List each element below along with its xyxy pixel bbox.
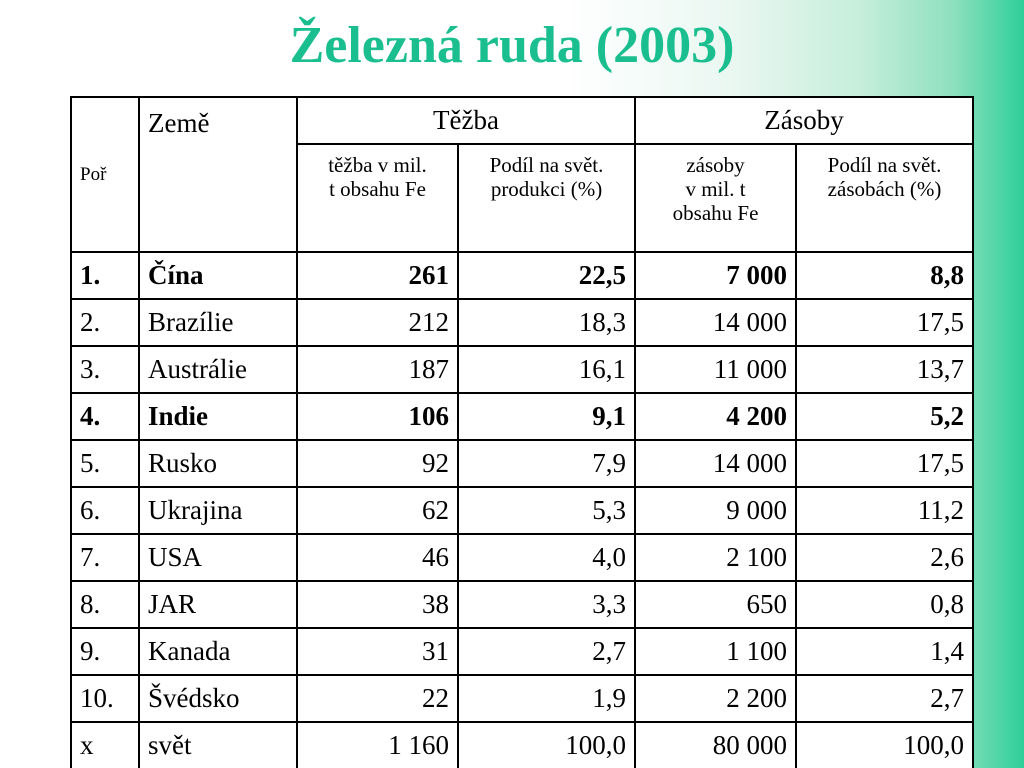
cell-reserves-share: 1,4: [796, 628, 973, 675]
table-row: [71, 299, 973, 346]
slide-title: Železná ruda (2003): [289, 17, 735, 74]
cell-production: 62: [297, 487, 458, 534]
cell-reserves: 2 100: [635, 534, 796, 581]
cell-rank: 5.: [71, 440, 139, 487]
cell-rank: 3.: [71, 346, 139, 393]
table-row: [71, 722, 973, 768]
cell-production: 31: [297, 628, 458, 675]
cell-reserves-share: 2,7: [796, 675, 973, 722]
table-row: [71, 487, 973, 534]
cell-production-share: 22,5: [458, 252, 635, 299]
cell-production-share: 100,0: [458, 722, 635, 768]
cell-production-share: 4,0: [458, 534, 635, 581]
cell-country: Čína: [139, 252, 297, 299]
table-body: [71, 252, 973, 768]
cell-country: Indie: [139, 393, 297, 440]
table-row: [71, 628, 973, 675]
cell-reserves-share: 0,8: [796, 581, 973, 628]
cell-production: 1 160: [297, 722, 458, 768]
header-production-share-line: produkci (%): [490, 177, 603, 201]
header-reserves-line: obsahu Fe: [672, 201, 759, 225]
cell-rank: 4.: [71, 393, 139, 440]
cell-rank: 10.: [71, 675, 139, 722]
table-row: [71, 346, 973, 393]
cell-rank: 6.: [71, 487, 139, 534]
cell-country: JAR: [139, 581, 297, 628]
cell-production: 261: [297, 252, 458, 299]
header-production-line: těžba v mil.: [328, 153, 427, 177]
cell-rank: 8.: [71, 581, 139, 628]
header-reserves-share: [796, 144, 973, 252]
cell-reserves-share: 13,7: [796, 346, 973, 393]
cell-production-share: 18,3: [458, 299, 635, 346]
cell-country: Brazílie: [139, 299, 297, 346]
cell-country: Ukrajina: [139, 487, 297, 534]
cell-country: Austrálie: [139, 346, 297, 393]
cell-production-share: 3,3: [458, 581, 635, 628]
cell-country: Rusko: [139, 440, 297, 487]
header-country: Země: [139, 97, 297, 252]
cell-reserves: 14 000: [635, 440, 796, 487]
table-header: [71, 97, 973, 252]
header-production-line: t obsahu Fe: [329, 177, 426, 201]
cell-reserves: 1 100: [635, 628, 796, 675]
cell-production: 22: [297, 675, 458, 722]
table-row: [71, 581, 973, 628]
header-row-groups: [71, 97, 973, 144]
cell-reserves-share: 2,6: [796, 534, 973, 581]
cell-production-share: 5,3: [458, 487, 635, 534]
cell-reserves-share: 17,5: [796, 299, 973, 346]
cell-reserves: 11 000: [635, 346, 796, 393]
cell-production-share: 2,7: [458, 628, 635, 675]
cell-production-share: 7,9: [458, 440, 635, 487]
cell-reserves: 650: [635, 581, 796, 628]
cell-reserves: 14 000: [635, 299, 796, 346]
cell-production: 106: [297, 393, 458, 440]
iron-ore-table: [70, 96, 974, 768]
cell-country: svět: [139, 722, 297, 768]
cell-reserves-share: 17,5: [796, 440, 973, 487]
table-row: [71, 675, 973, 722]
header-reserves-group: Zásoby: [635, 97, 973, 144]
cell-production-share: 1,9: [458, 675, 635, 722]
cell-reserves: 80 000: [635, 722, 796, 768]
header-production-group: Těžba: [297, 97, 635, 144]
cell-production-share: 9,1: [458, 393, 635, 440]
header-production-share-line: Podíl na svět.: [489, 153, 604, 177]
cell-production: 46: [297, 534, 458, 581]
cell-production-share: 16,1: [458, 346, 635, 393]
header-reserves-share-line: zásobách (%): [827, 177, 942, 201]
header-production-share: [458, 144, 635, 252]
cell-rank: 7.: [71, 534, 139, 581]
header-reserves-line: v mil. t: [685, 177, 746, 201]
cell-reserves-share: 100,0: [796, 722, 973, 768]
table-row: [71, 440, 973, 487]
cell-production: 187: [297, 346, 458, 393]
cell-rank: 9.: [71, 628, 139, 675]
header-reserves: [635, 144, 796, 252]
cell-reserves: 4 200: [635, 393, 796, 440]
cell-rank: 1.: [71, 252, 139, 299]
header-rank: Poř: [71, 97, 139, 252]
cell-rank: 2.: [71, 299, 139, 346]
cell-production: 92: [297, 440, 458, 487]
cell-country: Kanada: [139, 628, 297, 675]
iron-ore-table-container: [70, 96, 972, 768]
header-reserves-line: zásoby: [686, 153, 745, 177]
header-production: [297, 144, 458, 252]
cell-reserves: 2 200: [635, 675, 796, 722]
cell-reserves-share: 11,2: [796, 487, 973, 534]
header-reserves-share-line: Podíl na svět.: [827, 153, 942, 177]
cell-reserves: 7 000: [635, 252, 796, 299]
cell-production: 38: [297, 581, 458, 628]
table-row: [71, 534, 973, 581]
cell-country: USA: [139, 534, 297, 581]
cell-reserves-share: 5,2: [796, 393, 973, 440]
table-row: [71, 393, 973, 440]
table-row: [71, 252, 973, 299]
cell-rank: x: [71, 722, 139, 768]
cell-production: 212: [297, 299, 458, 346]
cell-country: Švédsko: [139, 675, 297, 722]
cell-reserves-share: 8,8: [796, 252, 973, 299]
cell-reserves: 9 000: [635, 487, 796, 534]
